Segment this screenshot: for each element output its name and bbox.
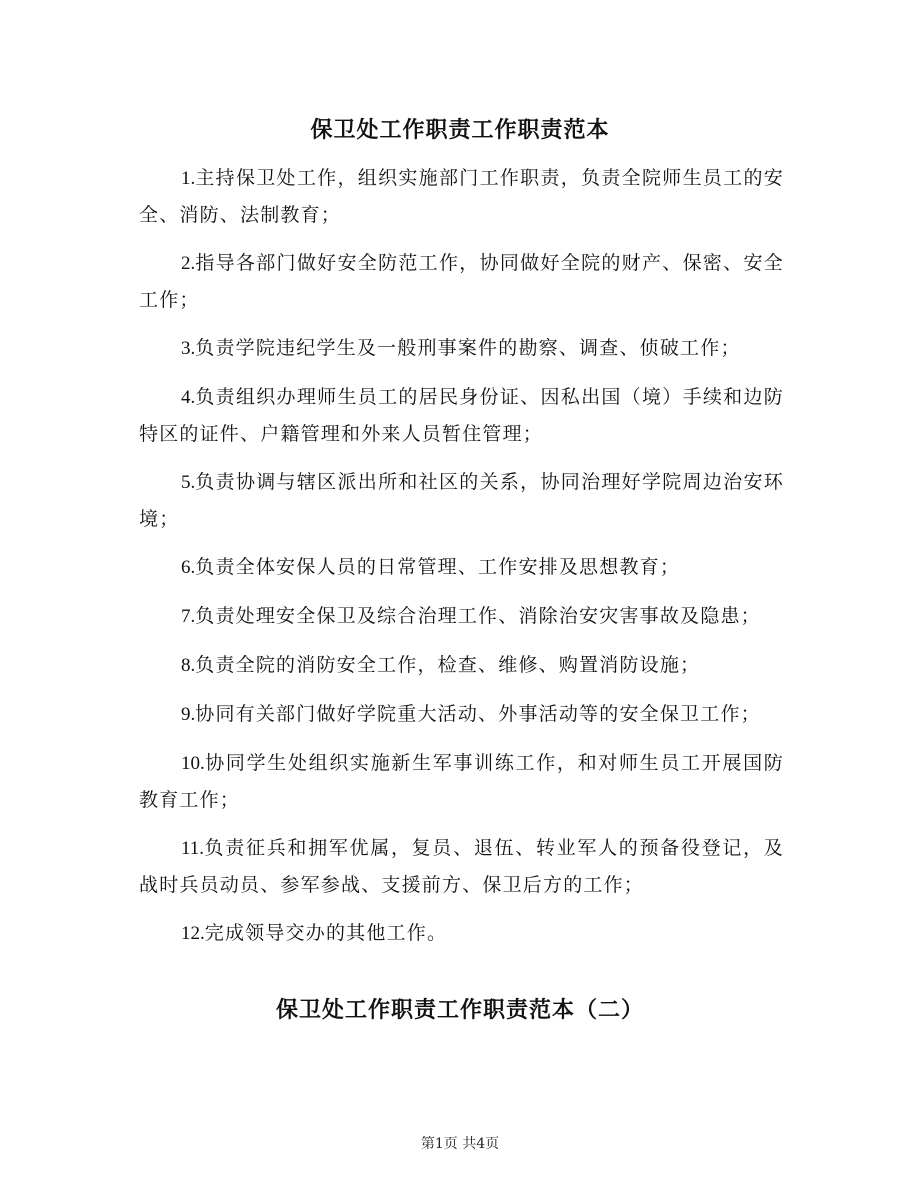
item-text: 负责全院的消防安全工作，检查、维修、购置消防设施；: [195, 654, 701, 676]
item-text: 指导各部门做好安全防范工作，协同做好全院的财产、保密、安全工作；: [139, 252, 784, 311]
item-text: 完成领导交办的其他工作。: [204, 922, 448, 944]
item-text: 负责协调与辖区派出所和社区的关系，协同治理好学院周边治安环境；: [139, 471, 784, 530]
item-number: 9.: [181, 704, 196, 725]
list-item: [139, 464, 784, 537]
item-number: 10.: [181, 753, 205, 774]
list-item: [139, 549, 784, 586]
list-item: [139, 330, 784, 367]
list-item: [139, 160, 784, 233]
item-text: 协同有关部门做好学院重大活动、外事活动等的安全保卫工作；: [195, 703, 761, 725]
list-item: [139, 647, 784, 684]
item-number: 7.: [181, 606, 196, 627]
item-number: 3.: [181, 338, 196, 359]
document-title: 保卫处工作职责工作职责范本: [310, 117, 610, 143]
list-item: [139, 745, 784, 818]
item-text: 负责学院违纪学生及一般刑事案件的勘察、调查、侦破工作；: [195, 337, 741, 359]
list-item: [139, 245, 784, 318]
item-number: 2.: [181, 253, 196, 274]
item-text: 主持保卫处工作，组织实施部门工作职责，负责全院师生员工的安全、消防、法制教育；: [139, 167, 784, 226]
duty-list: [139, 160, 784, 964]
page-footer: 第1页 共4页: [420, 1136, 500, 1152]
item-text: 负责处理安全保卫及综合治理工作、消除治安灾害事故及隐患；: [195, 605, 761, 627]
item-text: 负责全体安保人员的日常管理、工作安排及思想教育；: [195, 556, 681, 578]
item-number: 6.: [181, 557, 196, 578]
list-item: [139, 915, 784, 952]
list-item: [139, 696, 784, 733]
section-2-title: 保卫处工作职责工作职责范本（二）: [275, 997, 644, 1023]
item-text: 负责征兵和拥军优属，复员、退伍、转业军人的预备役登记，及战时兵员动员、参军参战、支援前方、保卫后方的工作；: [139, 837, 784, 896]
item-number: 8.: [181, 655, 196, 676]
list-item: [139, 830, 784, 903]
item-number: 5.: [181, 472, 196, 493]
list-item: [139, 379, 784, 452]
item-number: 12.: [181, 923, 205, 944]
item-number: 11.: [181, 838, 205, 859]
item-number: 4.: [181, 387, 196, 408]
item-text: 协同学生处组织实施新生军事训练工作，和对师生员工开展国防教育工作；: [139, 752, 784, 811]
item-text: 负责组织办理师生员工的居民身份证、因私出国（境）手续和边防特区的证件、户籍管理和外来人员暂住管理；: [139, 386, 784, 445]
list-item: [139, 598, 784, 635]
item-number: 1.: [181, 168, 196, 189]
